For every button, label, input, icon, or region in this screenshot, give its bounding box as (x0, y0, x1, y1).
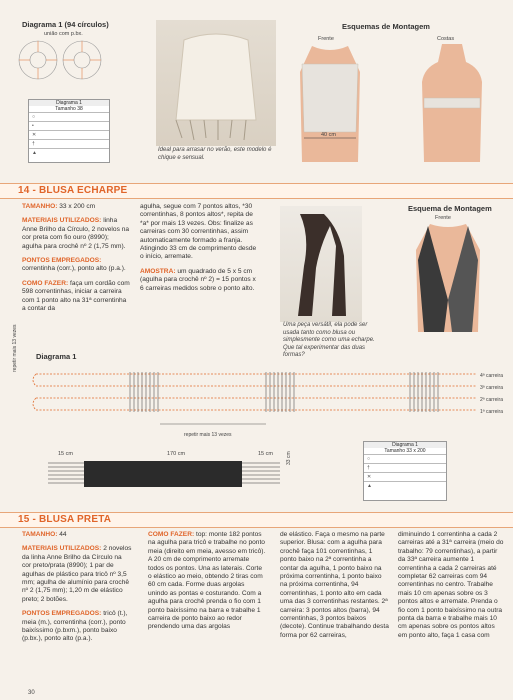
pontos-text: correntinha (corr.), ponto alto (p.a.). (22, 265, 126, 273)
label-costas: Costas (437, 36, 455, 42)
legend-row: ✕ (29, 130, 109, 139)
label-frente-14: Frente (435, 215, 451, 221)
amostra-text: um quadrado de 5 x 5 cm (agulha para crochê nº 2) = 15 pontos x 6 carreiras medidos sobre o ponto alto. (140, 267, 256, 292)
col3-text: de elástico. Faça o mesmo na parte superior. Blusa: com a agulha para crochê faça 101 correntinhas, 1 ponto baixo na 2ª correntinha a contar da agulha, 1 ponto baixo na próxima correntinha, 1 ponto baixo na próxima correntinha, 94 correntinhas, 1 ponto alto em cada uma das 3 correntinhas restantes. 2ª carreira: 3 pontos altos (barra), 94 correntinhas, 3 pontos baixos (decote). Continue trabalhando desta forma por 62 carreiras, (280, 531, 389, 639)
legend-row: † (29, 139, 109, 148)
dim-left: 15 cm (58, 451, 73, 457)
legend-box-14 (363, 441, 447, 501)
back-schematic (412, 42, 492, 166)
legend-row: ✕ (364, 472, 446, 481)
tamanho-value-15: 44 (57, 531, 67, 538)
section-14-bar (0, 183, 513, 199)
legend-title-14: Diagrama 1 (364, 442, 446, 448)
section15-col3 (280, 531, 390, 640)
diagram1-title: Diagrama 1 (94 círculos) (22, 20, 109, 29)
top-caption: Ideal para arrasar no verão, este modelo é chique e sensual. (158, 147, 272, 161)
legend-row: † (364, 463, 446, 472)
product-photo-top (156, 20, 276, 146)
legend-box-top (28, 99, 110, 163)
section15-col4 (398, 531, 504, 640)
row-labels: 4ª carreira 3ª carreira 2ª carreira 1ª carreira (480, 373, 503, 415)
legend-size: Tamanho 38 (55, 106, 83, 112)
page-number: 30 (28, 690, 35, 696)
echarpe-caption: Uma peça versátil, ela pode ser usada tanto como blusa ou simplesmente como uma echarpe. Que tal experimentar das duas formas? (283, 322, 375, 358)
materiais-text-15: 2 novelos da linha Anne Brilho da Círculo na cor preto/prata (8990); 1 par de agulhas de plástico para tricô nº 3,5 mm; agulha de alumínio para crochê nº 2 (1,75 mm); 1,20 m de elástico preto; 2 botões. (22, 545, 132, 603)
pontos-label: PONTOS EMPREGADOS: (22, 257, 102, 265)
left-repeat-label: repetir mais 13 vezes (12, 324, 18, 372)
materiais-label: MATERIAIS UTILIZADOS: (22, 217, 102, 225)
circle-motifs-diagram (16, 36, 106, 84)
como-text-15: top: monte 182 pontos na agulha para tricô e trabalhe no ponto meia (direito em meia, avesso em tricô). A 20 cm de comprimento arremate todos os pontos. Una as laterais. Corte o elástico ao meio, obtendo 2 tiras com 60 cm cada. Forme duas argolas unindo as pontas e costurando. Com a agulha para crochê prenda o fio com 1 ponto baixíssimo na barra e trabalhe 1 carreira de ponto baixo ao redor prendendo uma das argolas (148, 531, 266, 631)
legend-row: ▲ (364, 481, 446, 490)
section15-col1 (22, 531, 132, 644)
section14-col2 (140, 203, 258, 293)
tamanho-label-15: TAMANHO: (22, 531, 58, 538)
dim-mid: 170 cm (167, 451, 186, 457)
amostra-label: AMOSTRA: (140, 267, 176, 275)
echarpe-shape (44, 457, 284, 493)
bottom-repeat-label: repetir mais 13 vezes (184, 432, 232, 438)
stitch-chart (30, 366, 480, 428)
pontos-text-15: tricô (t.), meia (m.), correntinha (corr.), ponto baixíssimo (p.bxm.), ponto baixo (p.bx.), ponto alto (p.a.). (22, 610, 128, 643)
materiais-label-15: MATERIAIS UTILIZADOS: (22, 545, 102, 553)
pontos-label-15: PONTOS EMPREGADOS: (22, 610, 102, 618)
product-photo-echarpe (280, 206, 362, 322)
col4-text: diminuindo 1 correntinha a cada 2 carreiras até a 31ª carreira (meio do trabalho: 79 correntinhas), a partir da 33ª carreira aumente 1 correntinha a cada 2 carreiras até completar 62 carreiras com 94 correntinhas no centro. Trabalhe mais 10 cm apenas sobre os 3 pontos altos e arremate. Prenda o fio com 1 ponto baixíssimo na outra ponta da barra e trabalhe mais 10 cm apenas sobre os pontos altos em ponto alto, faça 1 casa com (398, 531, 504, 639)
tamanho-value: 33 x 200 cm (57, 203, 96, 210)
esquema-title-14: Esquema de Montagem (408, 204, 492, 213)
diagram-title: Diagrama 1 (36, 352, 77, 361)
legend-row: ▲ (29, 148, 109, 157)
como-text: faça um cordão com 598 correntinhas, iniciar a carreira com 1 ponto alto na 31ª correntinha a contar da (22, 279, 130, 313)
measure-label: 40 cm (321, 132, 336, 138)
section-15-bar (0, 512, 513, 528)
col2-text: agulha, segue com 7 pontos altos, *30 correntinhas, 8 pontos altos*, repita de *a* por mais 13 vezes. Obs: finalize as carreiras com 30 correntinhas, assim automaticamente formado a franja. Atingindo 33 cm de comprimento desde o início, arremate. (140, 203, 257, 261)
esquema-title-top: Esquemas de Montagem (342, 22, 430, 31)
section-15-title: 15 - BLUSA PRETA (18, 514, 112, 525)
materiais-text: linha Anne Brilho da Círculo, 2 novelos na cor preta com fio ouro (8990); agulha para crochê nº 2 (1,75 mm). (22, 217, 130, 250)
echarpe-schematic (400, 220, 496, 340)
legend-title: Diagrama 1 (29, 100, 109, 106)
dim-right: 15 cm (258, 451, 273, 457)
legend-row: ○ (364, 454, 446, 463)
front-schematic (290, 42, 370, 166)
legend-size-14: Tamanho 33 x 200 (384, 448, 426, 454)
dim-height: 33 cm (286, 451, 292, 465)
section-14-title: 14 - BLUSA ECHARPE (18, 185, 128, 196)
tamanho-label: TAMANHO: (22, 203, 58, 210)
section15-col2 (148, 531, 266, 632)
como-label: COMO FAZER: (22, 279, 69, 287)
section14-col1 (22, 203, 130, 313)
legend-row: • (29, 121, 109, 130)
como-label-15: COMO FAZER: (148, 531, 195, 538)
union-label: união com p.bx. (44, 31, 83, 37)
label-frente: Frente (318, 36, 334, 42)
legend-row: ○ (29, 112, 109, 121)
